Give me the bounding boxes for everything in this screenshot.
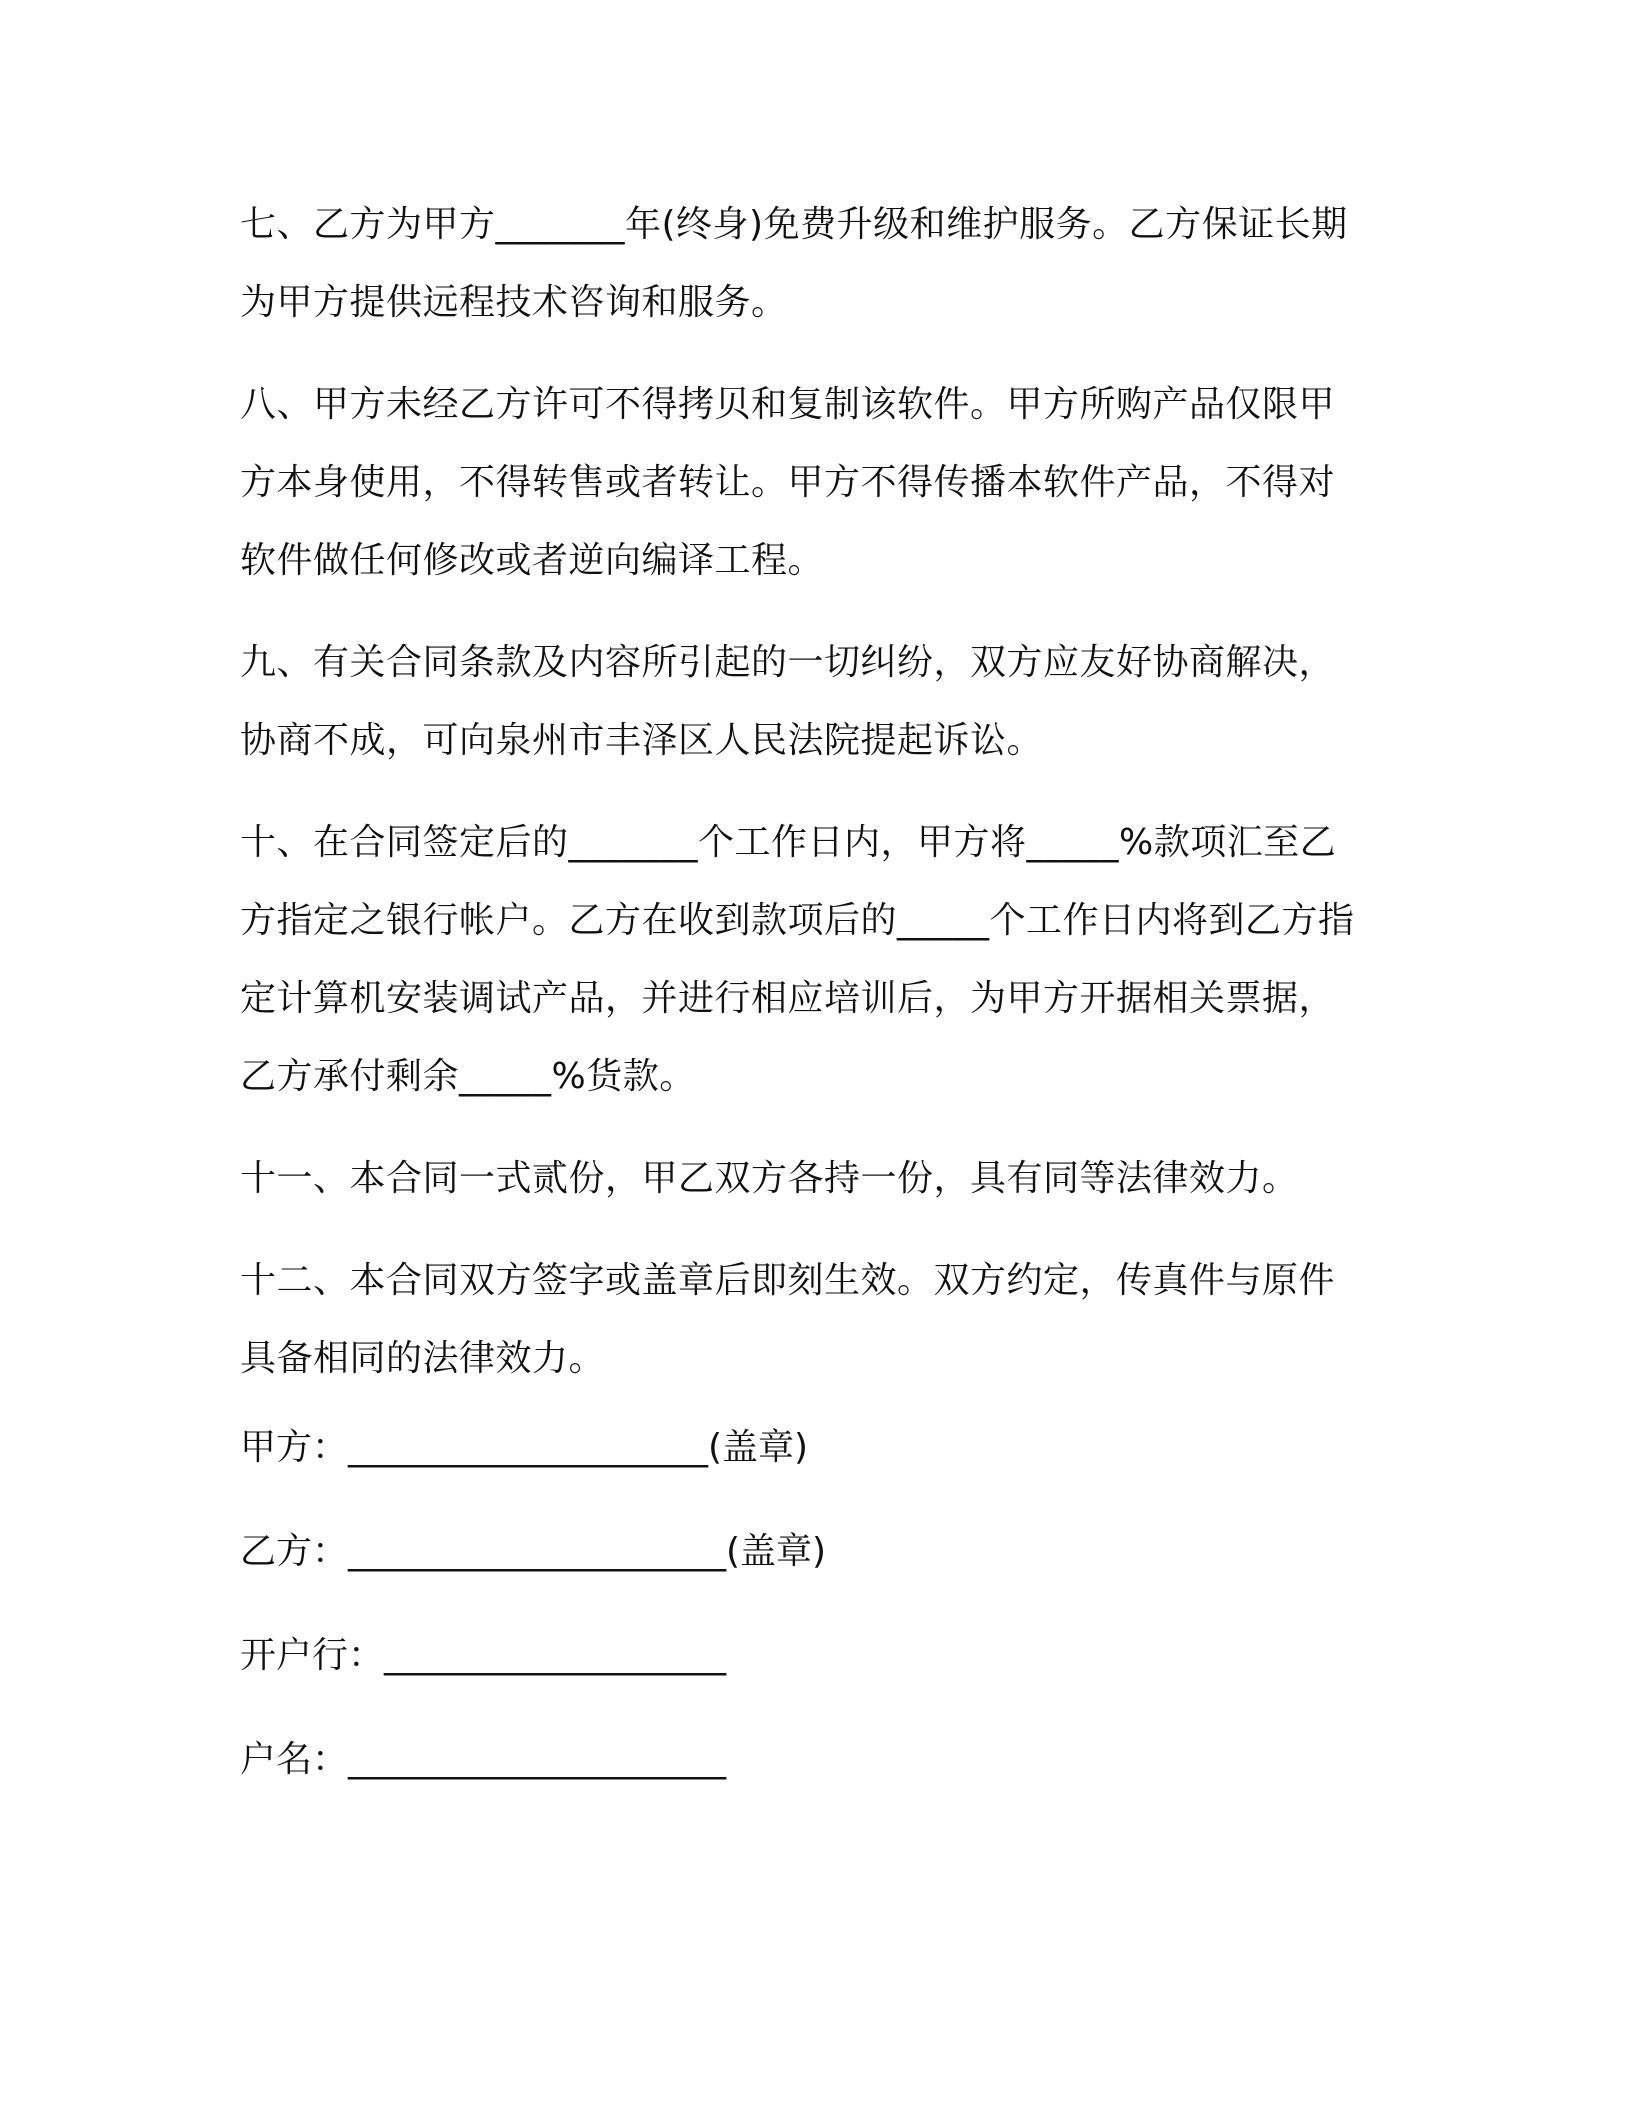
clause-line: 为甲方提供远程技术咨询和服务。 [240, 282, 788, 323]
clause-line: 八、甲方未经乙方许可不得拷贝和复制该软件。甲方所购产品仅限甲 [240, 384, 1336, 425]
signature-block [240, 0, 1420, 2112]
clause-line: 七、乙方为甲方_______年(终身)免费升级和维护服务。乙方保证长期 [240, 204, 1348, 245]
party-b-signature-line: 乙方：_____________________(盖章) [240, 1531, 827, 1572]
clause-line: 协商不成，可向泉州市丰泽区人民法院提起诉讼。 [240, 720, 1044, 761]
clause-line: 软件做任何修改或者逆向编译工程。 [240, 540, 825, 581]
clause-line: 方指定之银行帐户。乙方在收到款项后的_____个工作日内将到乙方指 [240, 900, 1355, 941]
party-a-signature-line: 甲方：____________________(盖章) [240, 1427, 809, 1468]
clause-line: 乙方承付剩余_____%货款。 [240, 1056, 696, 1097]
account-name-line: 户名：_____________________ [240, 1739, 727, 1780]
clause-line: 定计算机安装调试产品，并进行相应培训后，为甲方开据相关票据， [240, 978, 1336, 1019]
clause-line: 方本身使用，不得转售或者转让。甲方不得传播本软件产品，不得对 [240, 462, 1336, 503]
bank-line: 开户行：___________________ [240, 1635, 727, 1676]
clause-line: 十、在合同签定后的_______个工作日内，甲方将_____%款项汇至乙 [240, 822, 1337, 863]
clause-line: 九、有关合同条款及内容所引起的一切纠纷，双方应友好协商解决， [240, 642, 1336, 683]
clause-line: 具备相同的法律效力。 [240, 1338, 606, 1379]
clause-line: 十一、本合同一式贰份，甲乙双方各持一份，具有同等法律效力。 [240, 1158, 1299, 1199]
clause-line: 十二、本合同双方签字或盖章后即刻生效。双方约定，传真件与原件 [240, 1260, 1336, 1301]
